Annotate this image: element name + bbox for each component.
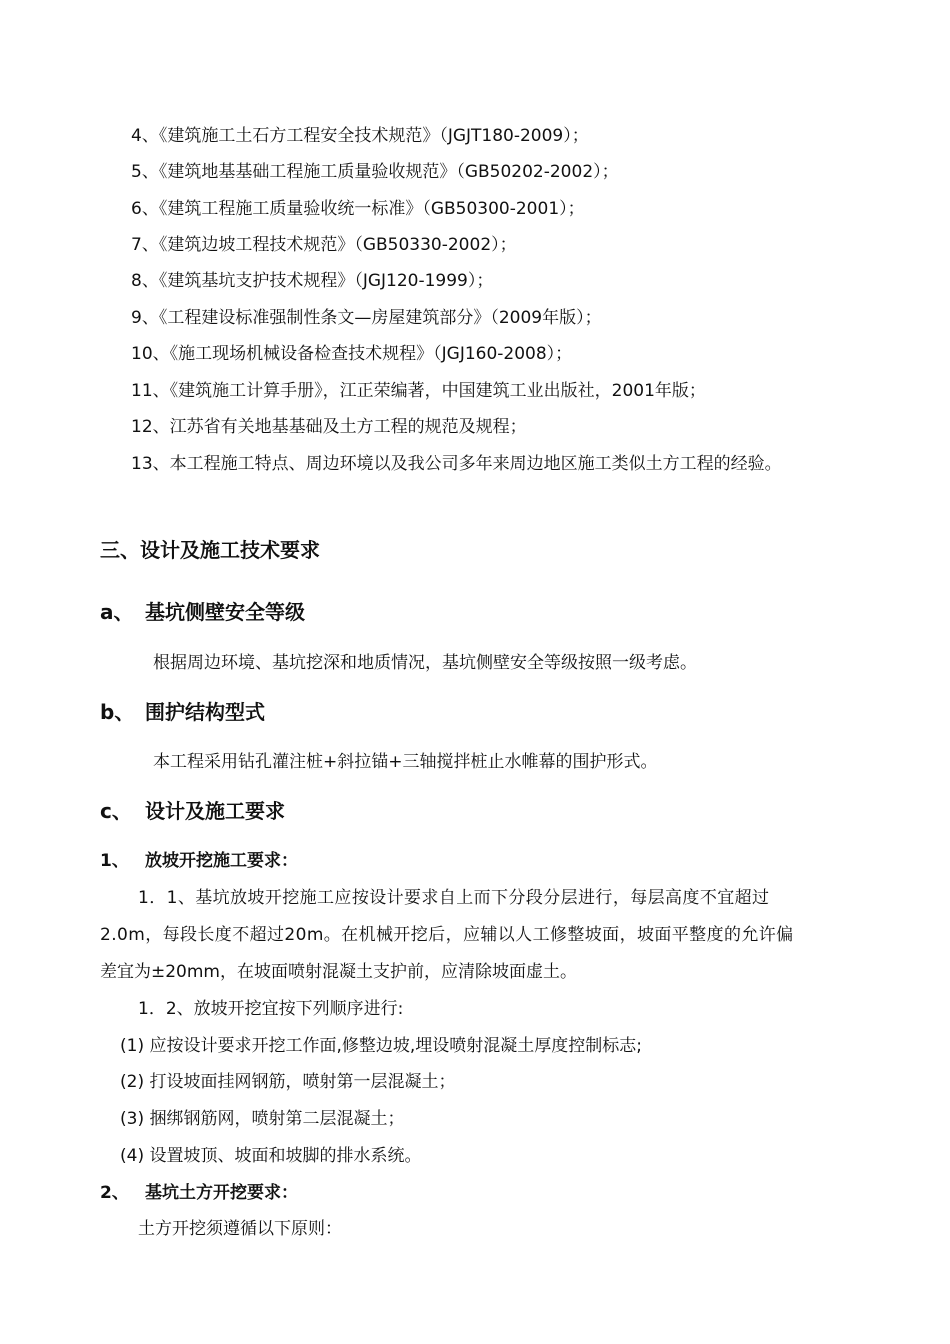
- subsection-label: b、: [100, 700, 135, 724]
- paragraph: 本工程采用钻孔灌注桩+斜拉锚+三轴搅拌桩止水帷幕的围护形式。: [153, 752, 658, 772]
- item-heading-2: [100, 1181, 298, 1205]
- subsection-heading-b: [100, 698, 265, 726]
- item-heading-1: [100, 849, 298, 873]
- item-title: 基坑土方开挖要求：: [145, 1183, 298, 1203]
- subsection-label: a、: [100, 600, 134, 624]
- reference-item: 10、《施工现场机械设备检查技术规程》（JGJ160-2008）；: [131, 344, 573, 364]
- item-label: 2、: [100, 1183, 129, 1203]
- reference-item: 5、《建筑地基基础工程施工质量验收规范》（GB50202-2002）；: [131, 162, 619, 182]
- paragraph: 根据周边环境、基坑挖深和地质情况，基坑侧壁安全等级按照一级考虑。: [153, 653, 697, 673]
- paragraph-line: 1．2、放坡开挖宜按下列顺序进行:: [138, 999, 404, 1019]
- step-item: (1) 应按设计要求开挖工作面,修整边坡,埋设喷射混凝土厚度控制标志;: [120, 1036, 643, 1056]
- step-item: (4) 设置坡顶、坡面和坡脚的排水系统。: [120, 1146, 422, 1166]
- reference-item: 4、《建筑施工土石方工程安全技术规范》（JGJT180-2009）；: [131, 126, 589, 146]
- reference-item: 11、《建筑施工计算手册》，江正荣编著，中国建筑工业出版社，2001年版；: [131, 381, 706, 401]
- reference-item: 6、《建筑工程施工质量验收统一标准》（GB50300-2001）；: [131, 199, 585, 219]
- reference-item: 12、江苏省有关地基基础及土方工程的规范及规程；: [131, 417, 527, 437]
- reference-item: 8、《建筑基坑支护技术规程》（JGJ120-1999）；: [131, 271, 494, 291]
- item-label: 1、: [100, 851, 129, 871]
- paragraph-line: 2.0m，每段长度不超过20m。在机械开挖后，应辅以人工修整坡面，坡面平整度的允许偏: [100, 925, 794, 945]
- subsection-title: 基坑侧壁安全等级: [145, 600, 305, 624]
- subsection-label: c、: [100, 799, 132, 823]
- subsection-heading-a: [100, 598, 305, 626]
- reference-item: 7、《建筑边坡工程技术规范》（GB50330-2002）；: [131, 235, 517, 255]
- subsection-heading-c: [100, 797, 285, 825]
- paragraph-line: 差宜为±20mm，在坡面喷射混凝土支护前，应清除坡面虚土。: [100, 962, 577, 982]
- reference-item: 9、《工程建设标准强制性条文—房屋建筑部分》（2009年版）；: [131, 308, 602, 328]
- section-heading: 三、设计及施工技术要求: [100, 538, 320, 562]
- subsection-title: 设计及施工要求: [145, 799, 285, 823]
- item-title: 放坡开挖施工要求：: [145, 851, 298, 871]
- paragraph-line: 1．1、基坑放坡开挖施工应按设计要求自上而下分段分层进行，每层高度不宜超过: [138, 888, 770, 908]
- step-item: (3) 捆绑钢筋网，喷射第二层混凝土；: [120, 1109, 405, 1129]
- reference-item: 13、本工程施工特点、周边环境以及我公司多年来周边地区施工类似土方工程的经验。: [131, 454, 782, 474]
- step-item: (2) 打设坡面挂网钢筋，喷射第一层混凝土；: [120, 1072, 456, 1092]
- paragraph: 土方开挖须遵循以下原则：: [138, 1219, 342, 1239]
- subsection-title: 围护结构型式: [145, 700, 265, 724]
